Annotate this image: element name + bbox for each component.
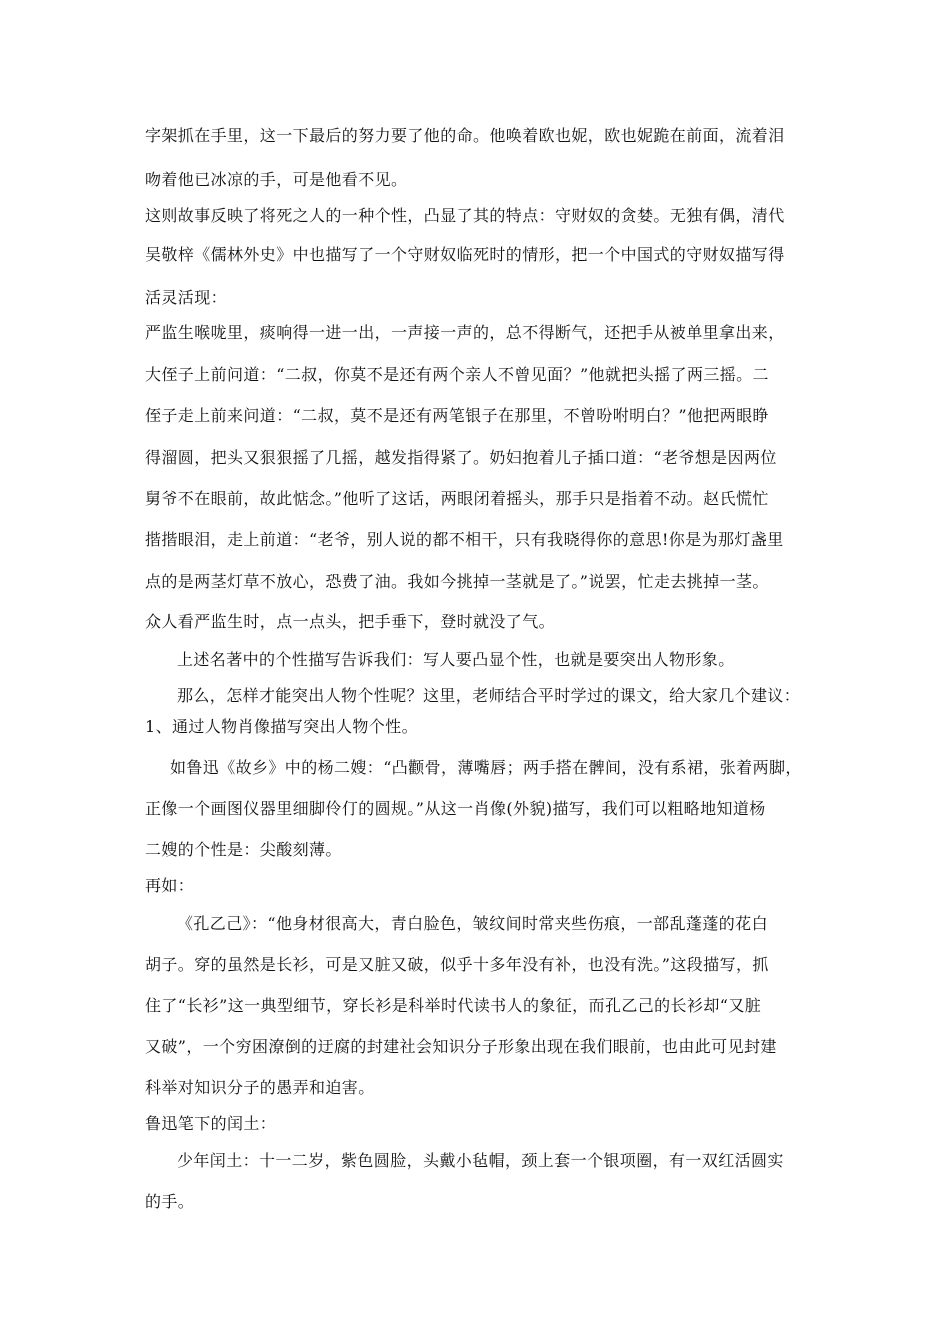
text-line: 二嫂的个性是：尖酸刻薄。 [145, 840, 342, 859]
text-line: 点的是两茎灯草不放心，恐费了油。我如今挑掉一茎就是了。”说罢，忙走去挑掉一茎。 [145, 572, 769, 591]
text-line: 众人看严监生时，点一点头，把手垂下，登时就没了气。 [145, 612, 556, 631]
text-line: 活灵活现： [145, 288, 228, 307]
text-line: 侄子走上前来问道：“二叔，莫不是还有两笔银子在那里，不曾吩咐明白？”他把两眼睁 [145, 406, 769, 425]
text-line: 这则故事反映了将死之人的一种个性，凸显了其的特点：守财奴的贪婪。无独有偶，清代 [145, 206, 785, 225]
text-line: 少年闰土：十一二岁，紫色圆脸，头戴小毡帽，颈上套一个银项圈，有一双红活圆实 [177, 1151, 784, 1170]
text-line: 胡子。穿的虽然是长衫，可是又脏又破，似乎十多年没有补，也没有洗。”这段描写，抓 [145, 955, 769, 974]
text-line: 又破”，一个穷困潦倒的迂腐的封建社会知识分子形象出现在我们眼前，也由此可见封建 [145, 1037, 777, 1056]
text-line: 正像一个画图仪器里细脚伶仃的圆规。”从这一肖像(外貌)描写，我们可以粗略地知道杨 [145, 799, 766, 818]
text-line: 吴敬梓《儒林外史》中也描写了一个守财奴临死时的情形，把一个中国式的守财奴描写得 [145, 245, 785, 264]
text-line: 住了“长衫”这一典型细节，穿长衫是科举时代读书人的象征，而孔乙己的长衫却“又脏 [145, 996, 762, 1015]
text-line: 揩揩眼泪，走上前道：“老爷，别人说的都不相干，只有我晓得你的意思!你是为那灯盏里 [145, 530, 784, 549]
text-line: 如鲁迅《故乡》中的杨二嫂：“凸颧骨，薄嘴唇；两手搭在髀间，没有系裙，张着两脚， [170, 758, 802, 777]
text-line: 鲁迅笔下的闰土： [145, 1114, 277, 1133]
text-line: 《孔乙己》：“他身材很高大，青白脸色，皱纹间时常夹些伤痕，一部乱蓬蓬的花白 [177, 914, 768, 933]
text-line: 那么，怎样才能突出人物个性呢？这里，老师结合平时学过的课文，给大家几个建议： [177, 686, 801, 705]
text-line: 大侄子上前问道：“二叔，你莫不是还有两个亲人不曾见面？”他就把头摇了两三摇。二 [145, 365, 769, 384]
text-line: 上述名著中的个性描写告诉我们：写人要凸显个性，也就是要突出人物形象。 [177, 650, 735, 669]
text-line: 舅爷不在眼前，故此惦念。”他听了这话，两眼闭着摇头，那手只是指着不动。赵氏慌忙 [145, 489, 769, 508]
text-line: 的手。 [145, 1192, 195, 1211]
text-line: 严监生喉咙里，痰响得一进一出，一声接一声的，总不得断气，还把手从被单里拿出来， [145, 323, 785, 342]
text-line: 1、通过人物肖像描写突出人物个性。 [145, 717, 418, 736]
text-line: 再如： [145, 876, 195, 895]
text-line: 吻着他已冰凉的手，可是他看不见。 [145, 170, 408, 189]
text-line: 得溜圆，把头又狠狠摇了几摇，越发指得紧了。奶妇抱着儿子插口道：“老爷想是因两位 [145, 448, 777, 467]
text-line: 科举对知识分子的愚弄和迫害。 [145, 1078, 375, 1097]
text-line: 字架抓在手里，这一下最后的努力要了他的命。他唤着欧也妮，欧也妮跪在前面，流着泪 [145, 126, 785, 145]
